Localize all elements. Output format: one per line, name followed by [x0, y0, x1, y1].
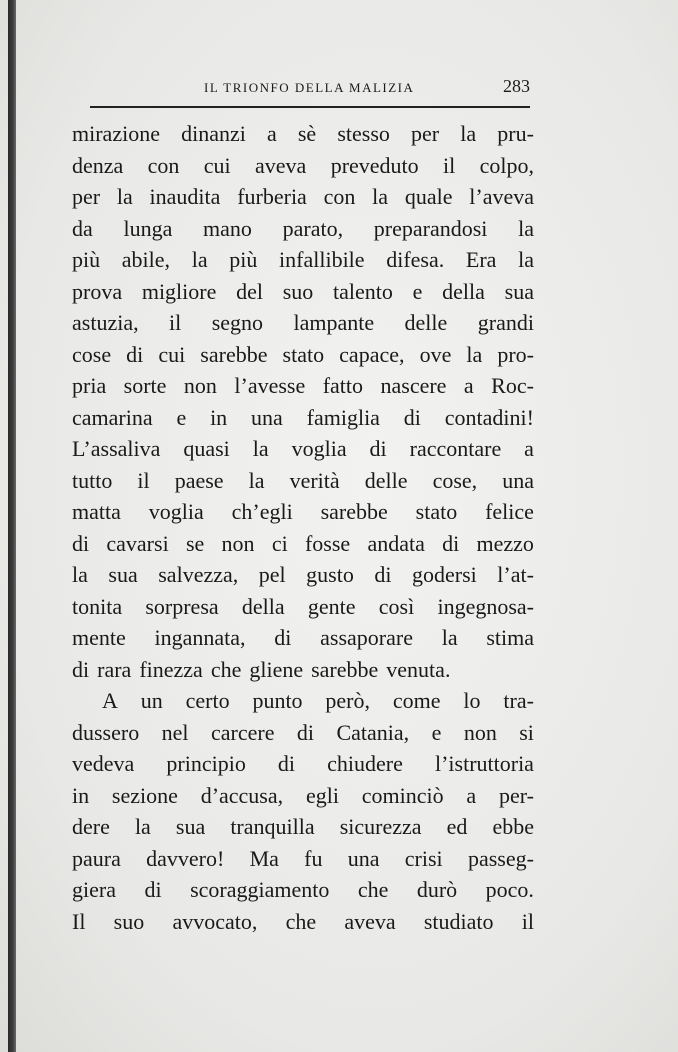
word: cavarsi — [106, 530, 169, 556]
text-line — [72, 811, 534, 843]
word: a — [266, 121, 277, 146]
word: nel — [161, 719, 189, 745]
text-line — [72, 906, 534, 938]
text-line — [72, 244, 534, 276]
word: e — [431, 719, 442, 745]
word: una — [347, 845, 380, 871]
word: pro- — [497, 341, 534, 367]
word: Ma — [249, 845, 279, 871]
word: un — [140, 688, 163, 713]
word: il — [169, 310, 182, 335]
word: stima — [486, 625, 534, 650]
word: l’avesse — [234, 373, 306, 398]
word: segno — [211, 310, 264, 335]
page-header — [74, 74, 530, 104]
word: stato — [415, 499, 458, 524]
word: cose — [72, 341, 112, 367]
word: mente — [72, 625, 126, 650]
word: fu — [304, 845, 323, 871]
word: paura — [72, 845, 121, 871]
word: tranquilla — [230, 814, 315, 839]
word: vedeva — [72, 751, 135, 776]
word: sua — [175, 814, 206, 839]
word: cui — [203, 152, 231, 178]
word: raccontare — [409, 436, 502, 461]
word: di — [403, 404, 421, 430]
text-line — [72, 559, 534, 591]
word: cose, — [432, 467, 478, 493]
word: quasi — [183, 436, 230, 461]
word: la — [72, 562, 88, 587]
word: una — [502, 467, 534, 493]
word: con — [323, 184, 356, 209]
word: sua — [504, 278, 534, 304]
word: tutto — [72, 467, 113, 493]
word: andata — [367, 530, 425, 556]
word: ch’egli — [231, 499, 293, 524]
text-line — [72, 654, 534, 686]
word: pru- — [497, 121, 534, 146]
header-rule — [90, 106, 530, 108]
word: del — [236, 278, 263, 304]
word: da — [72, 215, 93, 241]
text-line — [72, 370, 534, 402]
text-line — [72, 717, 534, 749]
word: che — [210, 656, 242, 682]
word: Il — [72, 908, 86, 934]
word: stesso — [337, 121, 390, 146]
word: L’assaliva — [72, 436, 161, 461]
word: colpo, — [479, 152, 534, 178]
word: della — [241, 593, 285, 619]
word: se — [185, 530, 205, 556]
word: la — [518, 247, 534, 272]
word: ingannata, — [154, 625, 246, 650]
word: godersi — [412, 562, 477, 587]
word: che — [285, 908, 317, 934]
word: e — [412, 278, 423, 304]
word: così — [378, 593, 415, 619]
word: non — [183, 373, 217, 398]
word: il — [443, 152, 456, 178]
word: finezza — [139, 656, 203, 682]
word: lo — [463, 688, 481, 713]
word: sorte — [123, 373, 167, 398]
word: salvezza, — [158, 562, 239, 587]
word: preveduto — [330, 152, 419, 178]
word: contadini! — [444, 404, 534, 430]
text-line — [72, 496, 534, 528]
word: la — [460, 121, 477, 146]
word: certo — [185, 688, 230, 713]
word: sicurezza — [339, 814, 422, 839]
word: in — [210, 404, 228, 430]
binding-edge — [8, 0, 16, 1052]
word: felice — [485, 499, 534, 524]
word: a — [524, 436, 534, 461]
word: suo — [113, 908, 145, 934]
word: il — [521, 908, 534, 934]
word: famiglia — [306, 404, 380, 430]
word: cui — [158, 341, 186, 367]
word: dere — [72, 814, 110, 839]
word: tra- — [503, 688, 534, 713]
word: di — [296, 719, 315, 745]
word: furberia — [237, 184, 307, 209]
word: grandi — [477, 310, 534, 335]
word: e — [176, 404, 187, 430]
word: si — [519, 719, 534, 745]
word: la — [518, 215, 534, 241]
word: non — [463, 719, 497, 745]
text-line — [72, 150, 534, 182]
word: carcere — [210, 719, 275, 745]
word: tonita — [72, 593, 123, 619]
word: rara — [97, 656, 132, 682]
word: a — [466, 782, 477, 808]
word: inaudita — [149, 184, 221, 209]
word: la — [252, 436, 269, 461]
word: aveva — [255, 152, 307, 178]
word: matta — [72, 499, 121, 524]
text-line — [72, 685, 534, 717]
word: sua — [108, 562, 138, 587]
text-line — [72, 181, 534, 213]
text-line — [72, 748, 534, 780]
word: quale — [404, 184, 453, 209]
text-line — [72, 528, 534, 560]
word: fatto — [322, 373, 364, 398]
word: sè — [297, 121, 317, 146]
word: prova — [72, 278, 123, 304]
word: davvero! — [146, 845, 225, 871]
word: denza — [72, 152, 124, 178]
word: venuta. — [386, 656, 451, 682]
word: scoraggiamento — [190, 877, 330, 902]
word: parato, — [282, 215, 344, 241]
word: delle — [404, 310, 448, 335]
word: cominciò — [361, 782, 444, 808]
word: studiato — [423, 908, 494, 934]
text-line — [72, 591, 534, 623]
running-title: IL TRIONFO DELLA MALIZIA — [204, 80, 415, 95]
word: egli — [305, 782, 339, 808]
word: gliene — [249, 656, 304, 682]
word: nascere — [380, 373, 447, 398]
word: sarebbe — [200, 341, 268, 367]
text-line — [72, 402, 534, 434]
word: talento — [333, 278, 393, 304]
word: d’accusa, — [200, 782, 284, 808]
word: verità — [289, 467, 340, 493]
word: poco. — [485, 877, 534, 902]
word: più — [72, 247, 101, 272]
word: punto — [252, 688, 303, 713]
word: delle — [364, 467, 408, 493]
word: sorpresa — [145, 593, 219, 619]
word: dussero — [72, 719, 140, 745]
word: ci — [271, 530, 288, 556]
word: di — [369, 436, 387, 461]
word: la — [248, 467, 265, 493]
word: come — [392, 688, 441, 713]
word: abile, — [121, 247, 171, 272]
word: assaporare — [320, 625, 413, 650]
word: dinanzi — [181, 121, 246, 146]
text-line — [72, 843, 534, 875]
word: a — [463, 373, 474, 398]
word: la — [134, 814, 151, 839]
word: della — [442, 278, 485, 304]
word: il — [137, 467, 150, 493]
word: ove — [419, 341, 452, 367]
word: lampante — [293, 310, 375, 335]
word: aveva — [344, 908, 396, 934]
word: lunga — [123, 215, 173, 241]
text-line — [72, 622, 534, 654]
word: principio — [166, 751, 246, 776]
word: di — [442, 530, 460, 556]
word: avvocato, — [172, 908, 258, 934]
word: per — [411, 121, 440, 146]
word: mirazione — [72, 121, 160, 146]
word: sezione — [111, 782, 178, 808]
word: mezzo — [476, 530, 534, 556]
text-line — [72, 339, 534, 371]
word: A — [102, 688, 118, 713]
word: di — [126, 341, 144, 367]
word: voglia — [291, 436, 347, 461]
word: Era — [465, 247, 497, 272]
text-line — [72, 874, 534, 906]
word: di — [274, 625, 292, 650]
word: astuzia, — [72, 310, 139, 335]
word: non — [221, 530, 255, 556]
word: voglia — [148, 499, 204, 524]
word: la — [441, 625, 458, 650]
text-line — [72, 465, 534, 497]
text-line — [72, 213, 534, 245]
word: passeg- — [467, 845, 534, 871]
word: di — [72, 530, 90, 556]
word: che — [357, 877, 389, 902]
word: di — [72, 656, 90, 682]
word: di — [277, 751, 296, 776]
text-line — [72, 276, 534, 308]
word: capace, — [339, 341, 405, 367]
word: sarebbe — [320, 499, 388, 524]
word: paese — [174, 467, 224, 493]
word: più — [229, 247, 258, 272]
word: crisi — [404, 845, 443, 871]
word: sarebbe — [311, 656, 379, 682]
word: chiudere — [327, 751, 403, 776]
page-number: 283 — [503, 76, 530, 96]
word: una — [251, 404, 283, 430]
word: per — [72, 184, 101, 209]
word: in — [72, 782, 90, 808]
word: con — [147, 152, 180, 178]
word: l’aveva — [469, 184, 534, 209]
word: durò — [416, 877, 458, 902]
word: la — [372, 184, 389, 209]
word: ed — [446, 814, 468, 839]
word: infallibile — [279, 247, 365, 272]
word: preparandosi — [373, 215, 488, 241]
word: di — [374, 562, 392, 587]
word: fosse — [304, 530, 351, 556]
word: gente — [307, 593, 356, 619]
word: difesa. — [386, 247, 445, 272]
word: per- — [498, 782, 534, 808]
word: gusto — [306, 562, 354, 587]
text-line — [72, 433, 534, 465]
word: pel — [258, 562, 286, 587]
body-text — [72, 118, 534, 937]
word: la — [191, 247, 208, 272]
word: la — [466, 341, 483, 367]
word: camarina — [72, 404, 153, 430]
text-line — [72, 118, 534, 150]
word: pria — [72, 373, 107, 398]
word: giera — [72, 877, 116, 902]
word: mano — [203, 215, 252, 241]
word: di — [144, 877, 162, 902]
word: stato — [282, 341, 325, 367]
word: Roc- — [491, 373, 534, 398]
text-line — [72, 780, 534, 812]
word: la — [116, 184, 133, 209]
word: migliore — [141, 278, 217, 304]
word: ingegnosa- — [437, 593, 534, 619]
text-line — [72, 307, 534, 339]
word: l’at- — [497, 562, 534, 587]
word: l’istruttoria — [434, 751, 534, 776]
word: però, — [325, 688, 371, 713]
word: suo — [282, 278, 314, 304]
word: Catania, — [336, 719, 410, 745]
word: ebbe — [492, 814, 534, 839]
